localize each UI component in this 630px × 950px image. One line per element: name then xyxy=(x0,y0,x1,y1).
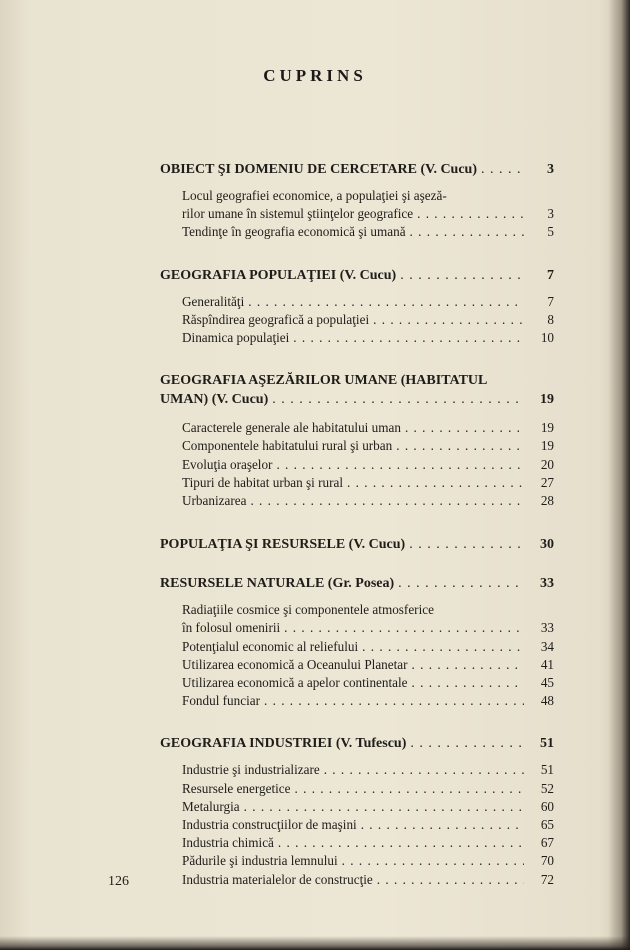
dot-leader xyxy=(272,390,524,409)
toc-item-page: 33 xyxy=(540,620,554,636)
section-page: 33 xyxy=(540,576,554,592)
toc-item-page: 28 xyxy=(540,493,554,509)
toc-item-page: 10 xyxy=(540,330,554,346)
toc-item-page: 41 xyxy=(540,656,554,672)
dot-leader xyxy=(362,638,524,656)
toc-item-page: 52 xyxy=(540,780,554,796)
toc-item-text: Componentele habitatului rural şi urban xyxy=(182,438,393,454)
section-heading-text: RESURSELE NATURALE (Gr. Posea) xyxy=(160,576,395,592)
toc-item-text: Industrie şi industrializare xyxy=(182,762,320,778)
toc-item-page: 19 xyxy=(540,420,554,436)
table-of-contents xyxy=(160,160,554,889)
dot-leader xyxy=(412,656,524,674)
toc-item-text: Radiaţiile cosmice şi componentele atmosferice xyxy=(182,602,434,618)
dot-leader xyxy=(264,692,524,710)
toc-item-page: 3 xyxy=(547,206,554,222)
toc-item[interactable] xyxy=(182,656,554,674)
toc-item[interactable] xyxy=(182,834,554,852)
toc-item-page: 19 xyxy=(540,438,554,454)
section-heading[interactable] xyxy=(160,266,554,285)
toc-section-resurse-naturale xyxy=(160,574,554,710)
section-heading-text: UMAN) (V. Cucu) xyxy=(160,392,269,408)
toc-item[interactable] xyxy=(182,293,554,311)
toc-item-text: Tendinţe în geografia economică şi umană xyxy=(182,224,406,240)
toc-item-page: 72 xyxy=(540,871,554,887)
toc-item[interactable] xyxy=(182,871,554,889)
toc-item-text: Locul geografiei economice, a populaţiei şi aşeză- xyxy=(182,188,447,203)
dot-leader xyxy=(295,780,524,798)
toc-item-text: Dinamica populaţiei xyxy=(182,330,290,346)
toc-item[interactable] xyxy=(182,674,554,692)
toc-item-page: 20 xyxy=(540,456,554,472)
toc-item-page: 7 xyxy=(547,293,554,309)
toc-item[interactable] xyxy=(182,761,554,779)
toc-item[interactable] xyxy=(182,816,554,834)
dot-leader xyxy=(400,266,524,285)
section-heading[interactable] xyxy=(160,535,554,554)
section-page: 19 xyxy=(540,392,554,408)
toc-item[interactable] xyxy=(182,852,554,870)
section-heading[interactable] xyxy=(160,734,554,753)
dot-leader xyxy=(244,798,524,816)
dot-leader xyxy=(409,535,524,554)
toc-item-text: Generalităţi xyxy=(182,293,245,309)
page-edge-shadow xyxy=(608,0,630,950)
dot-leader xyxy=(396,437,524,455)
toc-item[interactable] xyxy=(182,692,554,710)
toc-section-obiect xyxy=(160,160,554,242)
toc-item[interactable] xyxy=(182,311,554,329)
section-heading-text: GEOGRAFIA AŞEZĂRILOR UMANE (HABITATUL xyxy=(160,373,488,389)
toc-item-page: 51 xyxy=(540,762,554,778)
toc-item[interactable] xyxy=(182,419,554,437)
toc-item-page: 65 xyxy=(540,817,554,833)
dot-leader xyxy=(405,419,524,437)
dot-leader xyxy=(361,816,524,834)
toc-item-page: 27 xyxy=(540,474,554,490)
page-number: 126 xyxy=(108,874,129,889)
toc-item[interactable] xyxy=(182,780,554,798)
dot-leader xyxy=(417,205,524,223)
dot-leader xyxy=(410,734,524,753)
toc-item-page: 48 xyxy=(540,693,554,709)
toc-item-page: 5 xyxy=(547,224,554,240)
toc-item-page: 34 xyxy=(540,638,554,654)
toc-item-text: Metalurgia xyxy=(182,798,240,814)
section-page: 51 xyxy=(540,736,554,752)
section-heading-text: OBIECT ŞI DOMENIU DE CERCETARE (V. Cucu) xyxy=(160,162,478,177)
toc-item[interactable] xyxy=(182,601,554,637)
section-heading-text: GEOGRAFIA INDUSTRIEI (V. Tufescu) xyxy=(160,736,407,752)
toc-item[interactable] xyxy=(182,329,554,347)
toc-item-text: Tipuri de habitat urban şi rural xyxy=(182,474,344,490)
dot-leader xyxy=(324,761,524,779)
toc-item[interactable] xyxy=(182,437,554,455)
toc-item-page: 70 xyxy=(540,853,554,869)
toc-item-text: Fondul funciar xyxy=(182,693,261,709)
section-heading[interactable] xyxy=(160,160,554,179)
toc-item-text: Utilizarea economică a Oceanului Planetar xyxy=(182,656,408,672)
dot-leader xyxy=(373,311,524,329)
toc-section-populatia-resursele xyxy=(160,535,554,554)
section-heading-text: GEOGRAFIA POPULAŢIEI (V. Cucu) xyxy=(160,267,397,283)
dot-leader xyxy=(412,674,524,692)
toc-section-populatie xyxy=(160,266,554,348)
toc-item-text: rilor umane în sistemul ştiinţelor geografice xyxy=(182,206,414,222)
toc-item[interactable] xyxy=(182,223,554,241)
dot-leader xyxy=(248,293,524,311)
dot-leader xyxy=(347,474,524,492)
toc-item-text: Răspîndirea geografică a populaţiei xyxy=(182,311,370,327)
toc-item-text: Potenţialul economic al reliefului xyxy=(182,638,359,654)
toc-item[interactable] xyxy=(182,456,554,474)
page-title: CUPRINS xyxy=(263,66,367,85)
section-heading[interactable] xyxy=(160,371,554,409)
toc-item-text: Industria materialelor de construcţie xyxy=(182,871,373,887)
section-page: 7 xyxy=(547,267,554,283)
toc-item-text: în folosul omenirii xyxy=(182,620,281,636)
section-heading-text: POPULAŢIA ŞI RESURSELE (V. Cucu) xyxy=(160,537,406,553)
toc-section-industrie xyxy=(160,734,554,888)
dot-leader xyxy=(410,223,524,241)
toc-item[interactable] xyxy=(182,798,554,816)
toc-item[interactable] xyxy=(182,492,554,510)
section-page: 3 xyxy=(547,162,554,177)
dot-leader xyxy=(276,456,524,474)
dot-leader xyxy=(250,492,524,510)
dot-leader xyxy=(284,619,524,637)
toc-item[interactable] xyxy=(182,638,554,656)
page-bottom-shadow xyxy=(0,936,630,950)
toc-item[interactable] xyxy=(182,474,554,492)
section-page: 30 xyxy=(540,537,554,553)
toc-item-text: Pădurile şi industria lemnului xyxy=(182,853,338,869)
dot-leader xyxy=(398,574,524,593)
dot-leader xyxy=(481,160,524,179)
dot-leader xyxy=(278,834,524,852)
toc-item-text: Urbanizarea xyxy=(182,493,247,509)
toc-item-page: 60 xyxy=(540,798,554,814)
dot-leader xyxy=(377,871,524,889)
section-heading[interactable] xyxy=(160,574,554,593)
dot-leader xyxy=(342,852,524,870)
toc-item-text: Evoluţia oraşelor xyxy=(182,456,273,472)
toc-item-page: 45 xyxy=(540,675,554,691)
toc-item-text: Utilizarea economică a apelor continentale xyxy=(182,675,408,691)
dot-leader xyxy=(293,329,524,347)
toc-section-asezari xyxy=(160,371,554,510)
toc-item-page: 8 xyxy=(547,311,554,327)
toc-item-text: Caracterele generale ale habitatului uman xyxy=(182,420,401,436)
toc-item-text: Resursele energetice xyxy=(182,780,291,796)
toc-item[interactable] xyxy=(182,187,554,223)
toc-item-page: 67 xyxy=(540,835,554,851)
toc-item-text: Industria construcţiilor de maşini xyxy=(182,817,357,833)
toc-item-text: Industria chimică xyxy=(182,835,274,851)
